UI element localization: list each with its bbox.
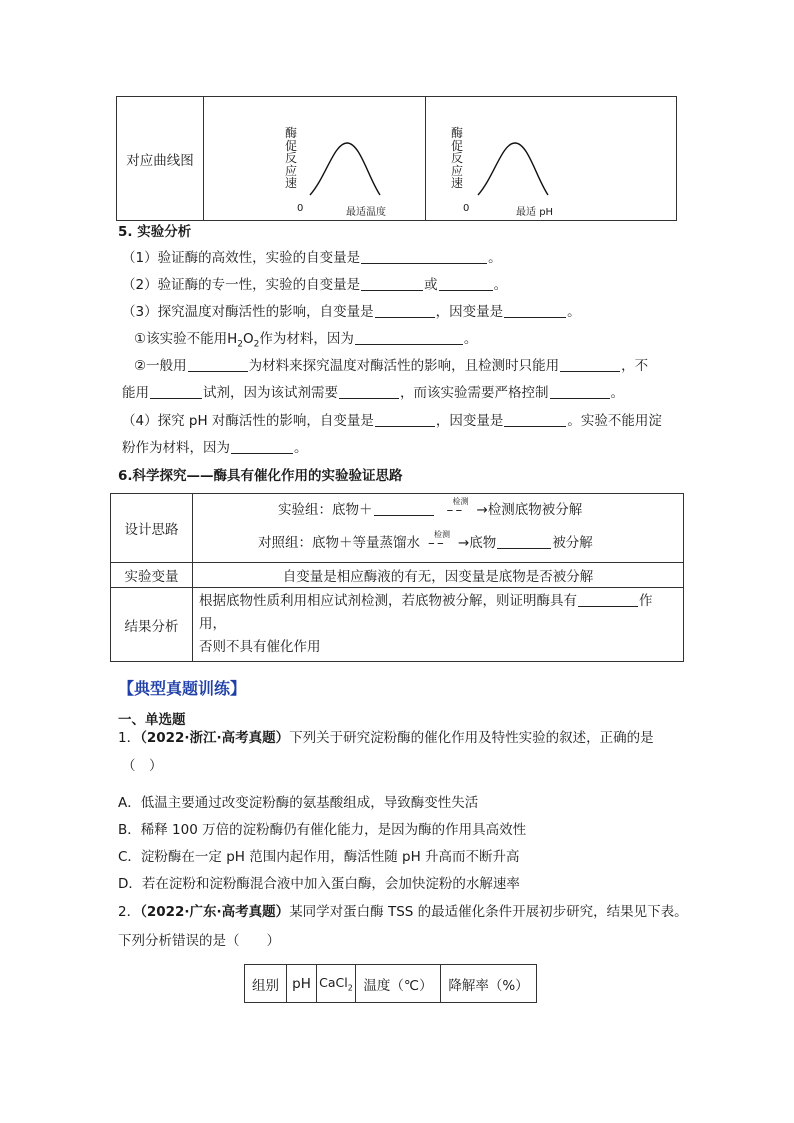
q5-1: （1）验证酶的高效性，实验的自变量是 。 — [122, 250, 502, 266]
variable-text: 自变量是相应酶液的有无，因变量是底物是否被分解 — [193, 563, 684, 588]
temp-curve-xlabel: 最适温度 — [346, 207, 386, 218]
q2-stem-cont: 下列分析错误的是（ ） — [118, 933, 280, 949]
experiment-group: 实验组：底物＋ 检测 – – →检测底物被分解 — [278, 496, 583, 518]
q1-option-d[interactable]: D．若在淀粉和淀粉酶混合液中加入蛋白酶，会加快淀粉的水解速率 — [118, 876, 520, 892]
ph-curve — [472, 137, 552, 199]
blank[interactable] — [560, 357, 620, 372]
ph-curve-origin: 0 — [463, 203, 470, 214]
q5-3-2-cont: 能用 试剂，因为该试剂需要 ，而该实验需要严格控制 。 — [122, 385, 624, 401]
variable-label: 实验变量 — [111, 563, 193, 588]
temperature-curve-cell — [204, 97, 426, 221]
blank[interactable] — [339, 384, 399, 399]
header-temperature: 温度（℃） — [356, 965, 441, 1003]
q1-option-b[interactable]: B．稀释 100 万倍的淀粉酶仍有催化能力，是因为酶的作用具高效性 — [118, 822, 527, 838]
result-text: 根据底物性质利用相应试剂检测，若底物被分解，则证明酶具有 作用， 否则不具有催化作用 — [193, 588, 684, 662]
blank[interactable] — [150, 384, 202, 399]
q1-option-a[interactable]: A．低温主要通过改变淀粉酶的氨基酸组成，导致酶变性失活 — [118, 795, 479, 811]
section6-title: 6.科学探究——酶具有催化作用的实验验证思路 — [118, 468, 403, 484]
ph-curve-ylabel: 酶 促 反 应 速 — [450, 126, 463, 190]
temp-curve-origin: 0 — [297, 203, 304, 214]
blank[interactable] — [504, 412, 566, 427]
header-degradation: 降解率（%） — [441, 965, 537, 1003]
blank[interactable] — [439, 276, 493, 291]
result-label: 结果分析 — [111, 588, 193, 662]
temperature-curve — [304, 137, 384, 199]
temp-curve-ylabel: 酶 促 反 应 速 — [284, 126, 297, 190]
q1-paren: （ ） — [122, 758, 163, 774]
q5-3: （3）探究温度对酶活性的影响，自变量是 ，因变量是 。 — [122, 304, 581, 320]
design-cell — [193, 494, 684, 563]
q1-stem: 1．（2022·浙江·高考真题）下列关于研究淀粉酶的催化作用及特性实验的叙述，正确的是 — [118, 730, 654, 746]
curve-row-label: 对应曲线图 — [117, 97, 204, 221]
q1-option-c[interactable]: C．淀粉酶在一定 pH 范围内起作用，酶活性随 pH 升高而不断升高 — [118, 849, 520, 865]
control-group: 对照组：底物＋等量蒸馏水 检测 – – →底物 被分解 — [258, 529, 593, 551]
header-cacl2: CaCl$_2$ — [317, 965, 356, 1003]
blank[interactable] — [231, 439, 293, 454]
blank[interactable] — [497, 534, 551, 549]
q2-data-table — [244, 964, 537, 1003]
blank[interactable] — [374, 501, 434, 516]
ph-curve-xlabel: 最适 pH — [516, 207, 554, 218]
header-group: 组别 — [245, 965, 287, 1003]
blank[interactable] — [361, 249, 487, 264]
blank[interactable] — [375, 412, 435, 427]
experiment-design-table — [110, 493, 684, 662]
question-type: 一、单选题 — [118, 712, 186, 728]
header-ph: pH — [287, 965, 317, 1003]
curve-table — [116, 96, 677, 221]
q5-3-1: ①该实验不能用$H_2O_2$作为材料，因为 。 — [134, 331, 478, 350]
q5-4: （4）探究 pH 对酶活性的影响，自变量是 ，因变量是 。实验不能用淀 — [122, 413, 662, 429]
q5-3-2: ②一般用 为材料来探究温度对酶活性的影响，且检测时只能用 ，不 — [134, 358, 649, 374]
section5-title: 5. 实验分析 — [118, 224, 192, 240]
training-heading: 【典型真题训练】 — [118, 679, 247, 698]
q5-2: （2）验证酶的专一性，实验的自变量是 或 。 — [122, 277, 508, 293]
blank[interactable] — [375, 303, 435, 318]
blank[interactable] — [578, 592, 638, 607]
blank[interactable] — [504, 303, 566, 318]
ph-curve-cell — [426, 97, 677, 221]
design-label: 设计思路 — [111, 494, 193, 563]
blank[interactable] — [550, 384, 610, 399]
blank[interactable] — [361, 276, 423, 291]
blank[interactable] — [188, 357, 248, 372]
blank[interactable] — [355, 330, 463, 345]
q2-stem: 2．（2022·广东·高考真题）某同学对蛋白酶 TSS 的最适催化条件开展初步研究，结果见下表。 — [118, 904, 688, 920]
q5-4-cont: 粉作为材料，因为 。 — [122, 440, 308, 456]
